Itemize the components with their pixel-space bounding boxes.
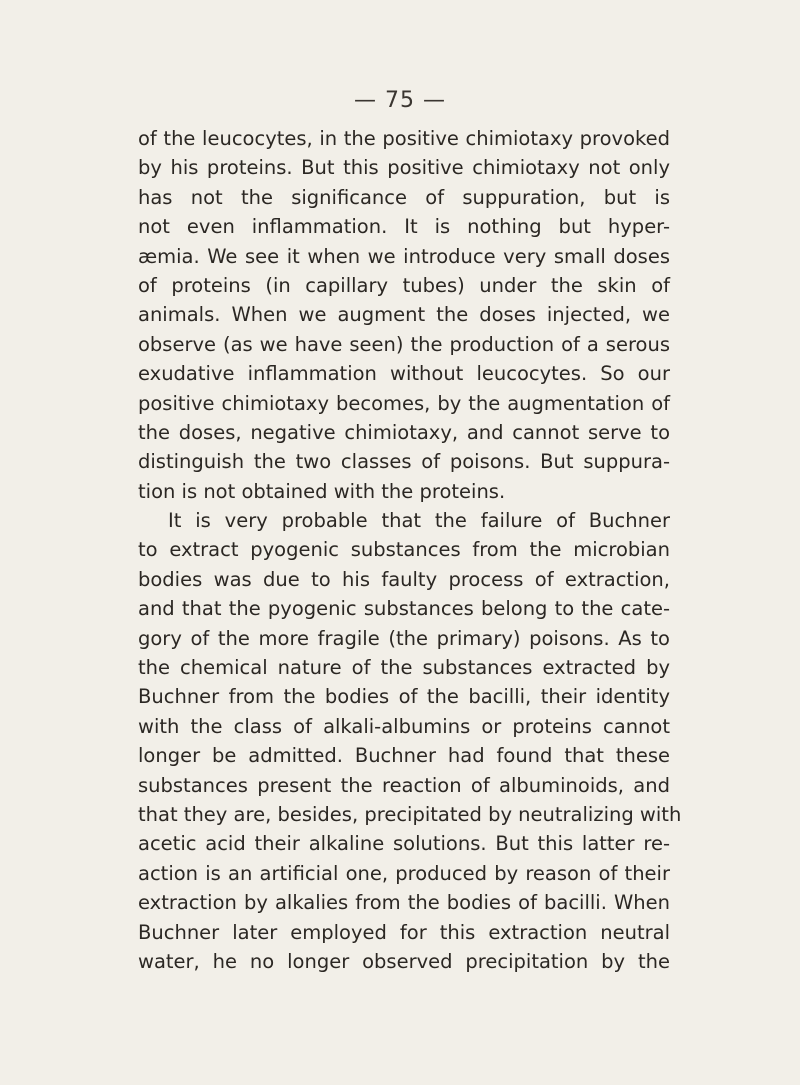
- body-text: [138, 124, 682, 976]
- text-line: observe (as we have seen) the production of a serous: [138, 332, 670, 356]
- text-line: action is an artificial one, produced by reason of their: [138, 861, 670, 885]
- text-line: exudative inflammation without leucocytes. So our: [138, 362, 670, 386]
- text-line: It is very probable that the failure of Buchner: [168, 509, 670, 533]
- text-line: positive chimiotaxy becomes, by the augmentation of: [138, 391, 670, 415]
- text-line: the chemical nature of the substances extracted by: [138, 656, 670, 680]
- text-line: and that the pyogenic substances belong to the cate-: [138, 597, 670, 621]
- text-line: Buchner later employed for this extraction neutral: [138, 920, 670, 944]
- text-line: with the class of alkali-albumins or proteins cannot: [138, 714, 670, 738]
- text-line: has not the significance of suppuration, but is: [138, 185, 670, 209]
- text-line: distinguish the two classes of poisons. But suppura-: [138, 450, 670, 474]
- text-line: extraction by alkalies from the bodies of bacilli. When: [138, 891, 670, 915]
- text-line: of proteins (in capillary tubes) under the skin of: [138, 273, 670, 297]
- text-line: of the leucocytes, in the positive chimiotaxy provoked: [138, 127, 670, 150]
- text-line: acetic acid their alkaline solutions. But this latter re-: [138, 832, 670, 856]
- page-number: — 75 —: [354, 88, 446, 113]
- text-line: Buchner from the bodies of the bacilli, their identity: [138, 685, 670, 709]
- text-line: not even inflammation. It is nothing but hyper-: [138, 215, 670, 239]
- text-line: to extract pyogenic substances from the microbian: [138, 538, 670, 562]
- text-line: water, he no longer observed precipitation by the: [138, 949, 670, 973]
- text-line: gory of the more fragile (the primary) poisons. As to: [138, 626, 670, 650]
- text-line: substances present the reaction of albuminoids, and: [138, 773, 670, 797]
- text-line: bodies was due to his faulty process of extraction,: [138, 567, 670, 591]
- text-line: tion is not obtained with the proteins.: [138, 479, 506, 503]
- text-line: that they are, besides, precipitated by neutralizing with: [138, 802, 682, 826]
- text-line: the doses, negative chimiotaxy, and cannot serve to: [138, 420, 670, 444]
- text-line: longer be admitted. Buchner had found that these: [138, 744, 670, 768]
- text-line: æmia. We see it when we introduce very small doses: [138, 244, 670, 268]
- text-line: by his proteins. But this positive chimiotaxy not only: [138, 156, 670, 180]
- text-line: animals. When we augment the doses injected, we: [138, 303, 670, 327]
